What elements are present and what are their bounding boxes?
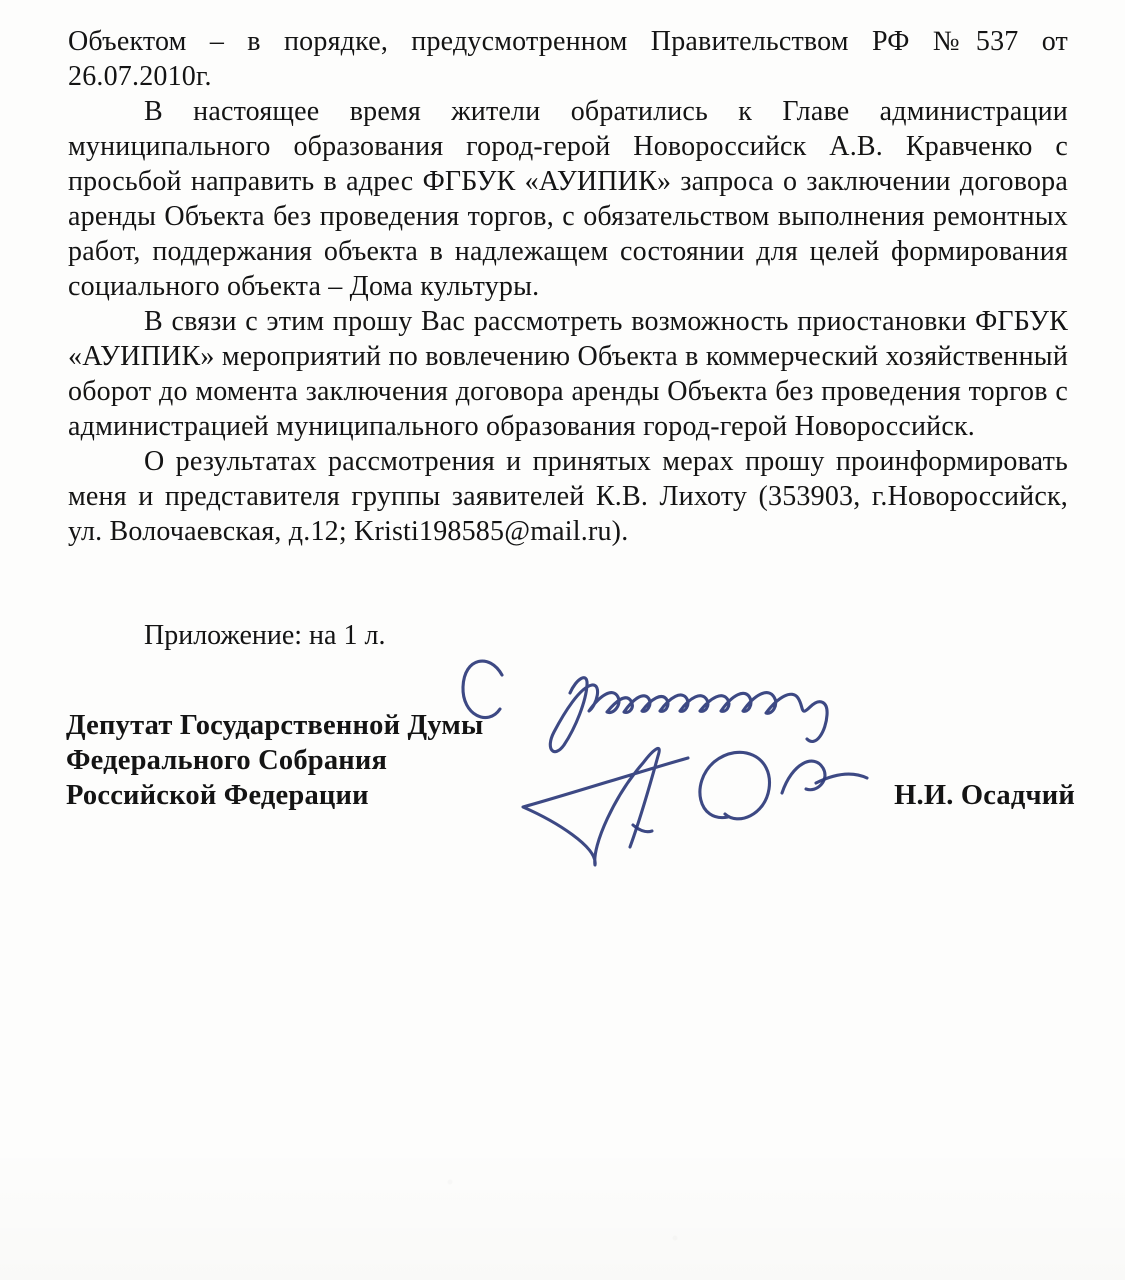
signatory-position-line-2: Федерального Собрания — [66, 745, 388, 776]
paragraph-request-to-mayor: В настоящее время жители обратились к Главе администрации муниципального образования город-герой Новороссийск А.В. Кравченко с просьбой направить в адрес ФГБУК «АУИПИК» запроса о заключении договора аренды Объекта без проведения торгов, с обязательством выполнения ремонтных работ, поддержания объекта в надлежащем состоянии для целей формирования социального объекта – Дома культуры. — [68, 96, 1068, 302]
signatory-position-line-1: Депутат Государственной Думы — [66, 710, 484, 741]
signatory-position-line-3: Российской Федерации — [66, 780, 369, 811]
signatory-name: Н.И. Осадчий — [894, 780, 1075, 811]
paragraph-inform-results: О результатах рассмотрения и принятых мерах прошу проинформировать меня и представителя группы заявителей К.В. Лихоту (353903, г.Новороссийск, ул. Волочаевская, д.12; Kristi198585@mail.ru). — [68, 446, 1068, 547]
attachment-note: Приложение: на 1 л. — [144, 620, 386, 651]
handwritten-salutation — [463, 661, 827, 752]
signature — [523, 748, 867, 865]
handwritten-ink — [430, 635, 900, 895]
paragraph-continuation: Объектом – в порядке, предусмотренном Правительством РФ №537 от 26.07.2010г. — [68, 26, 1068, 92]
paragraph-suspension-request: В связи с этим прошу Вас рассмотреть возможность приостановки ФГБУК «АУИПИК» мероприятий по вовлечению Объекта в коммерческий хозяйственный оборот до момента заключения договора аренды Объекта без проведения торгов с администрацией муниципального образования город-герой Новороссийск. — [68, 306, 1068, 442]
scan-noise-texture — [0, 1140, 1125, 1280]
signatory-position — [66, 708, 483, 813]
letter-body — [68, 24, 1068, 549]
